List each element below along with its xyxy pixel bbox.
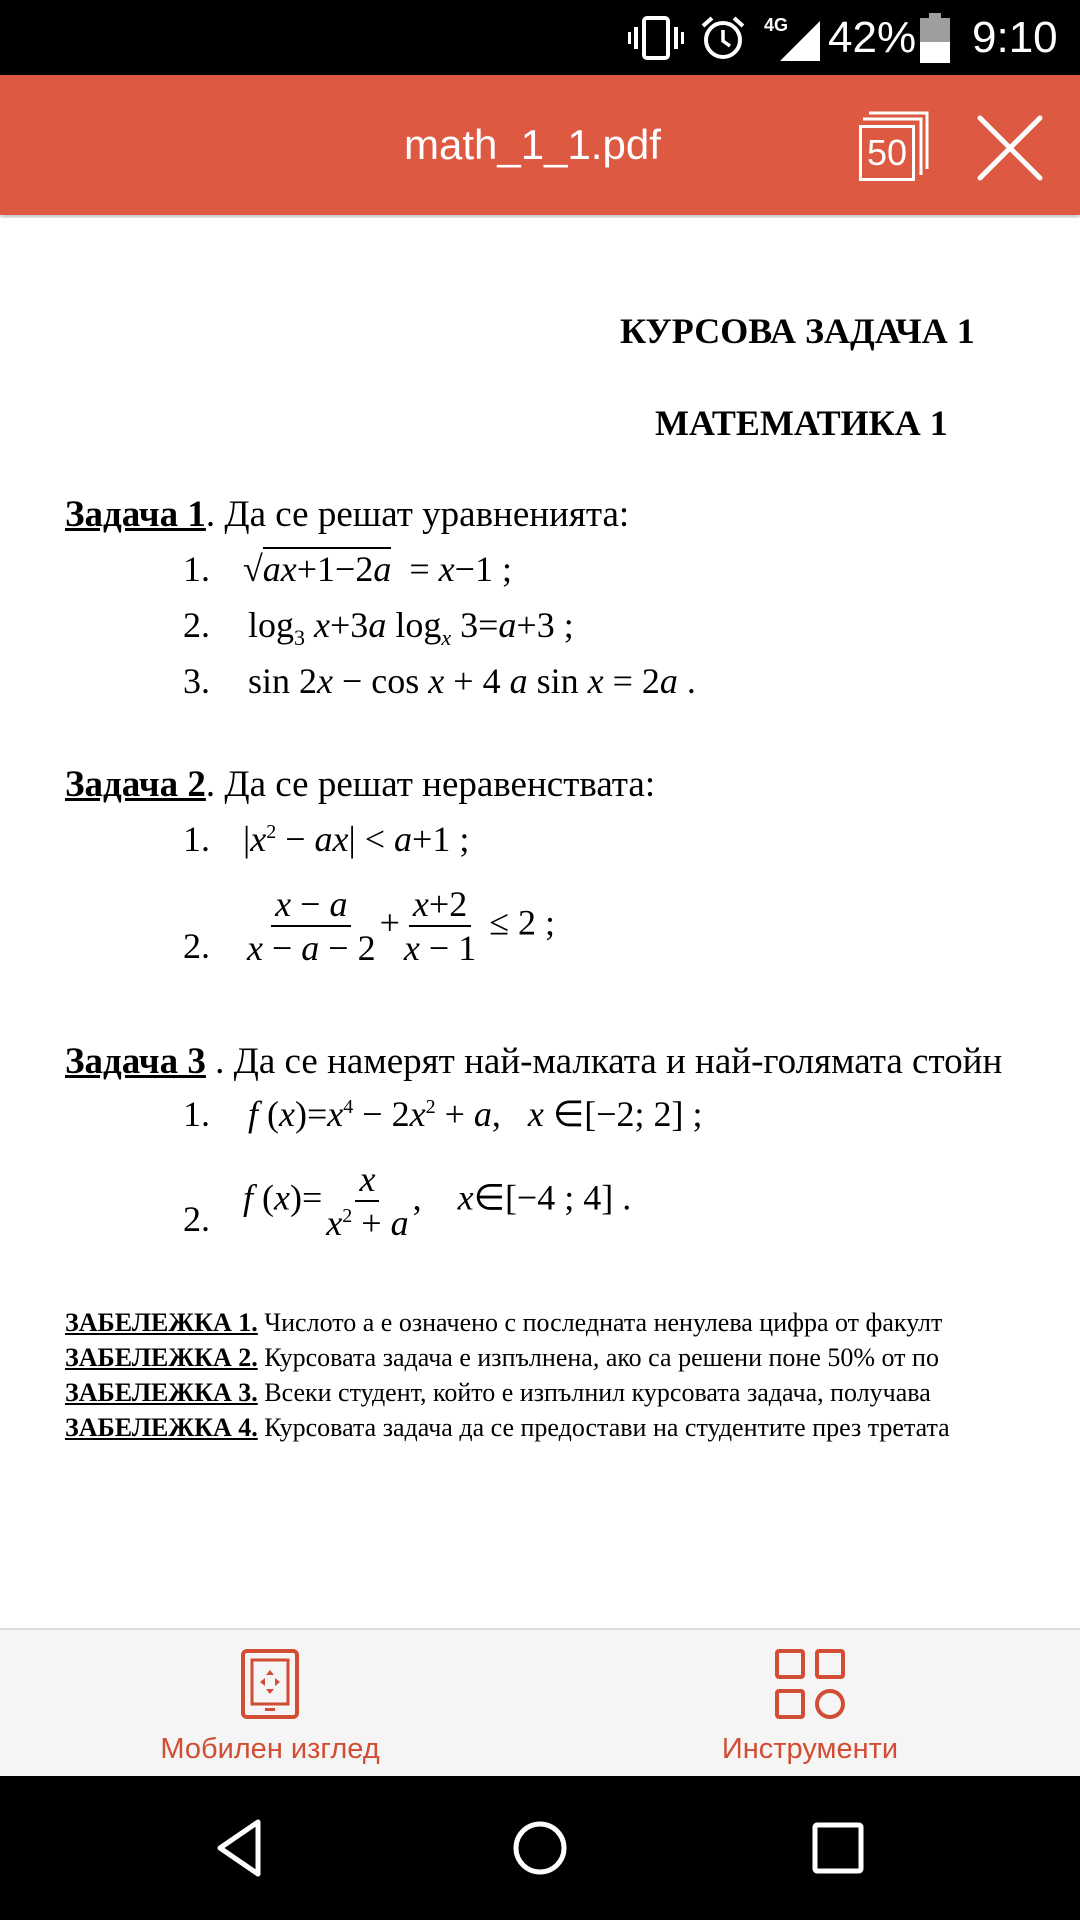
tools-label: Инструменти: [721, 1733, 899, 1765]
home-button[interactable]: [508, 1816, 572, 1880]
task-1-title: [65, 493, 629, 536]
task-label: Задача 3: [65, 1041, 206, 1082]
recents-icon: [806, 1816, 870, 1880]
task-text: . Да се решат уравненията:: [205, 494, 630, 535]
function: f (x)= $\frac{x}{x^2 + a}$ , x∈[−4 ; 4] .: [243, 1159, 632, 1243]
task-label: Задача 2: [65, 764, 206, 805]
navigation-bar: [0, 1776, 1080, 1920]
item-number: 2.: [183, 926, 210, 966]
note-2: [65, 1343, 939, 1373]
signal-icon: [762, 0, 824, 75]
pages-count: 50: [859, 125, 915, 181]
back-button[interactable]: [208, 1816, 272, 1880]
battery-icon: [920, 0, 954, 75]
close-icon: [975, 113, 1045, 183]
close-button[interactable]: [975, 113, 1045, 183]
tools-button[interactable]: [680, 1630, 940, 1778]
clock: 9:10: [972, 12, 1058, 62]
task-3-title: [65, 1040, 1002, 1083]
app-bar: [0, 75, 1080, 215]
item-number: 3.: [183, 661, 210, 701]
document-subheading: МАТЕМАТИКА 1: [655, 403, 948, 443]
mobile-view-icon: [240, 1648, 300, 1724]
item-number: 1.: [183, 549, 210, 589]
status-bar: [0, 0, 1080, 75]
mobile-view-button[interactable]: [130, 1630, 410, 1778]
equation: √ax+1−2a = x−1 ;: [243, 549, 512, 589]
item-number: 1.: [183, 819, 210, 859]
alarm-icon: [700, 0, 750, 75]
svg-text:4G: 4G: [764, 14, 789, 35]
mobile-view-label: Мобилен изглед: [160, 1733, 380, 1765]
note-4: [65, 1413, 950, 1443]
pages-button[interactable]: [855, 107, 931, 183]
task-2-title: [65, 763, 655, 806]
note-text: Всеки студент, който е изпълнил курсовата задача, получава: [257, 1378, 931, 1407]
inequality: $\frac{x - a}{x - a - 2}$ + $\frac{x+2}{x - 1}$ ≤ 2 ;: [247, 884, 555, 968]
note-label: ЗАБЕЛЕЖКА 2.: [65, 1343, 258, 1372]
pdf-document[interactable]: [0, 218, 1080, 1628]
equation: sin 2x − cos x + 4 a sin x = 2a .: [248, 661, 696, 701]
inequality: $|x^2 - ax| < a+1$ ;: [243, 819, 470, 859]
bottom-toolbar: [0, 1628, 1080, 1778]
home-icon: [508, 1816, 572, 1880]
task-text: . Да се намерят най-малката и най-голямата стойн: [205, 1041, 1003, 1082]
equation: $\log_3 x+3a$ $\log_x 3=a+3$ ;: [248, 605, 574, 651]
document-title: math_1_1.pdf: [404, 121, 661, 168]
document-heading: КУРСОВА ЗАДАЧА 1: [620, 311, 975, 351]
back-icon: [208, 1816, 272, 1880]
item-number: 1.: [183, 1094, 210, 1134]
item-number: 2.: [183, 1199, 210, 1239]
item-number: 2.: [183, 605, 210, 645]
note-text: Курсовата задача е изпълнена, ако са решени поне 50% от по: [257, 1343, 939, 1372]
battery-percent: 42%: [828, 12, 917, 62]
note-1: [65, 1308, 942, 1338]
note-label: ЗАБЕЛЕЖКА 4.: [65, 1413, 258, 1442]
task-label: Задача 1: [65, 494, 206, 535]
note-label: ЗАБЕЛЕЖКА 3.: [65, 1378, 258, 1407]
function: f $(x)=x^4 - 2x^2 + a$, x ∈[−2; 2] ;: [248, 1094, 703, 1134]
note-text: Курсовата задача да се предостави на студентите през третата: [257, 1413, 950, 1442]
note-3: [65, 1378, 931, 1408]
note-text: Числото a е означено с последната ненулева цифра от факулт: [257, 1308, 943, 1337]
tools-icon: [774, 1648, 846, 1724]
note-label: ЗАБЕЛЕЖКА 1.: [65, 1308, 258, 1337]
recents-button[interactable]: [806, 1816, 870, 1880]
task-text: . Да се решат неравенствата:: [205, 764, 656, 805]
vibrate-icon: [628, 0, 684, 75]
